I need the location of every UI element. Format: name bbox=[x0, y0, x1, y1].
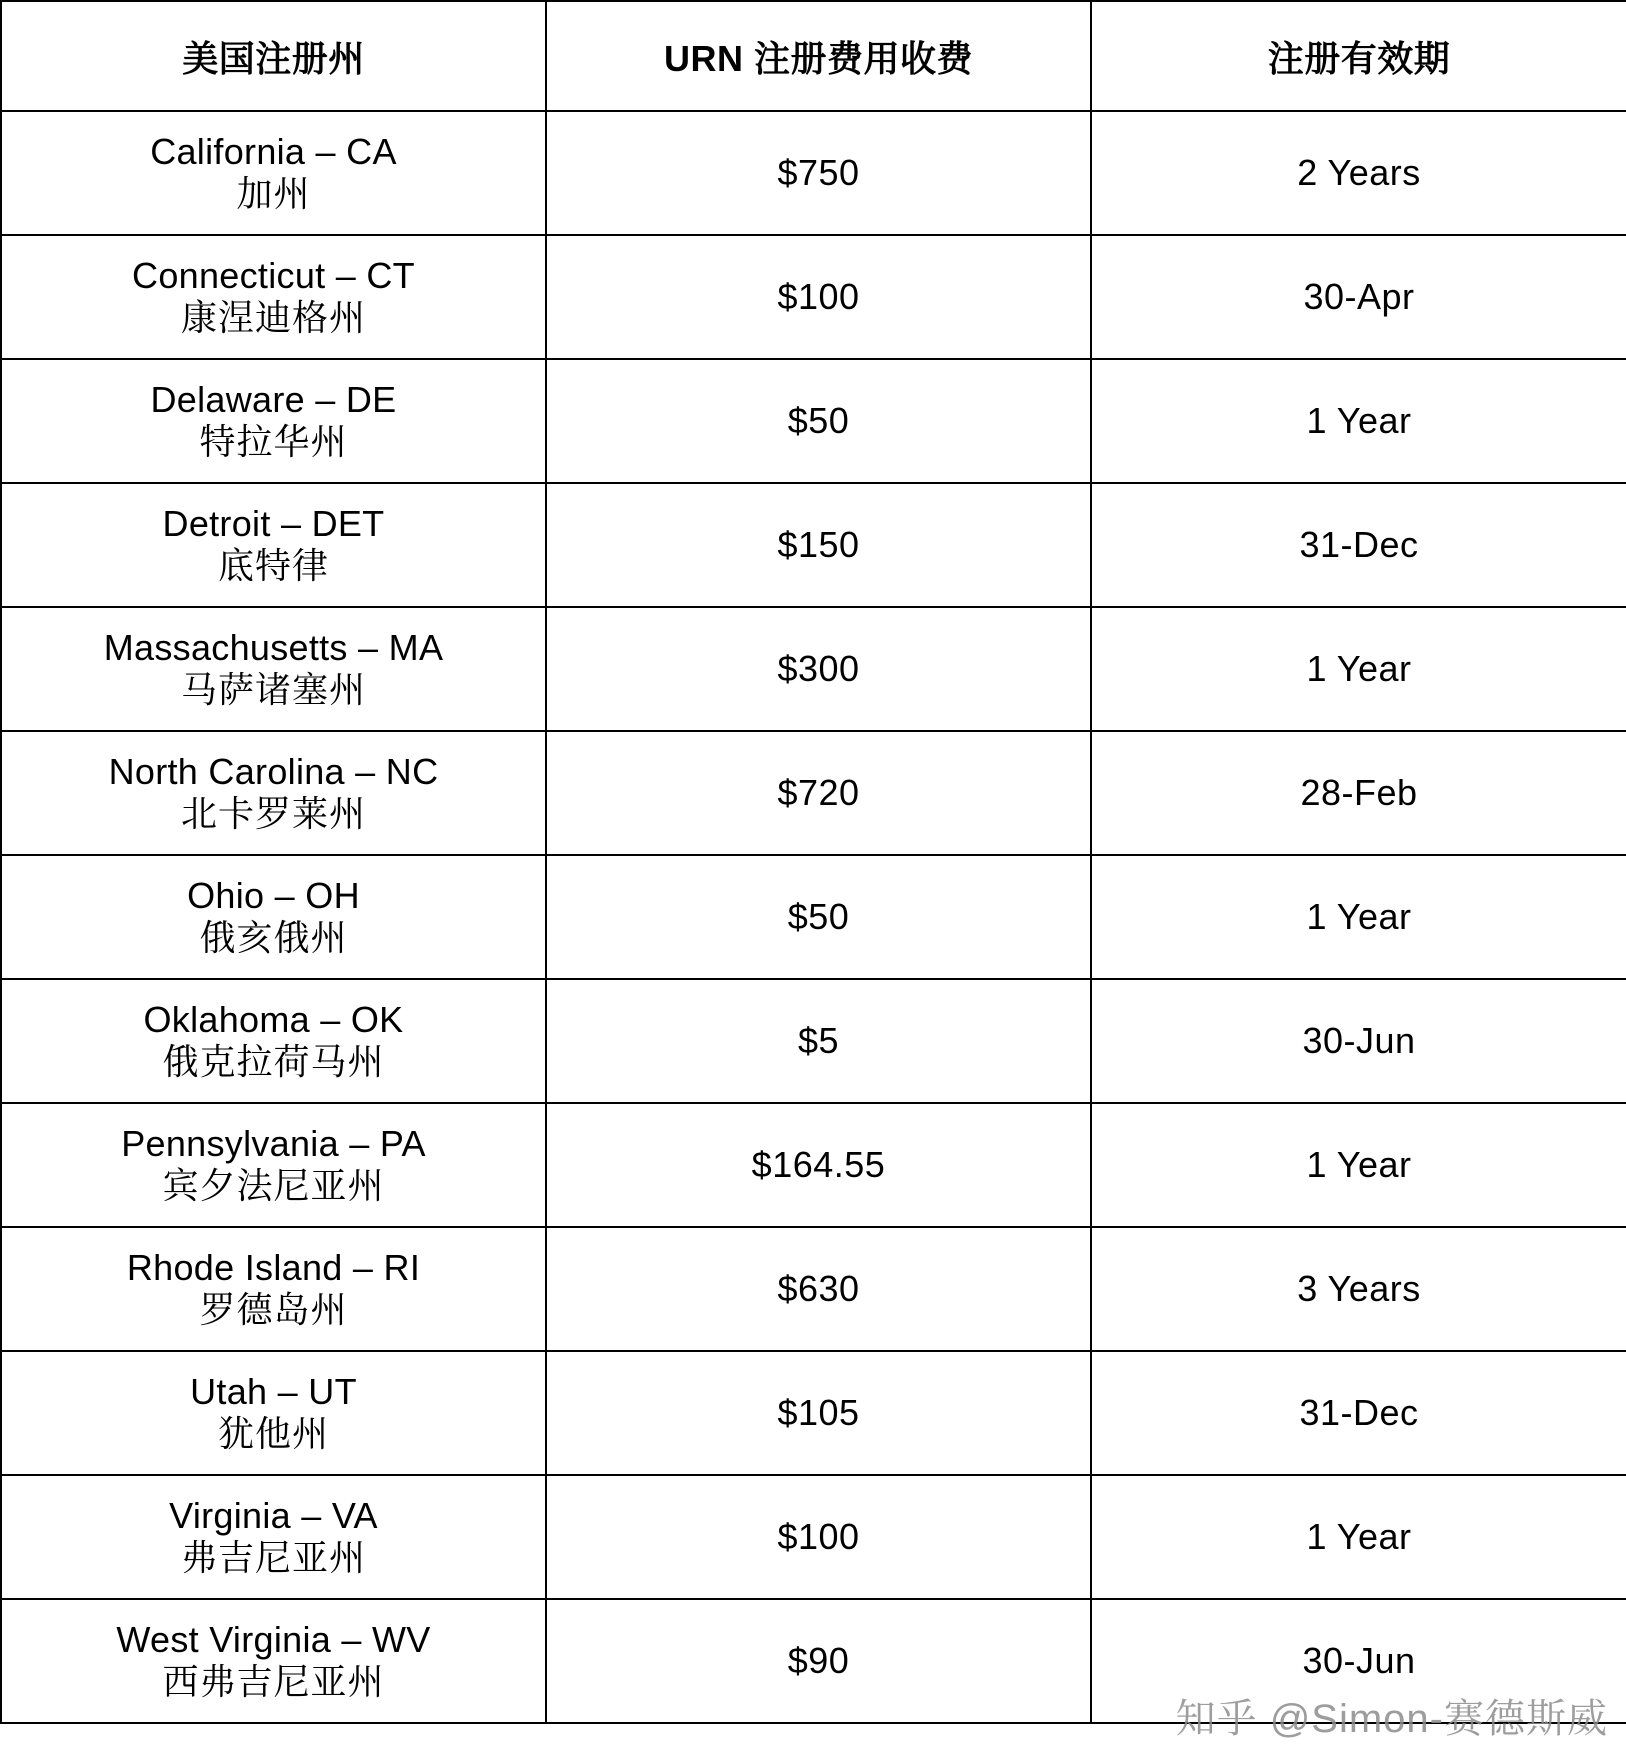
state-name-en: Rhode Island – RI bbox=[126, 1246, 421, 1288]
cell-state bbox=[1, 1227, 546, 1351]
state-name-en: Utah – UT bbox=[190, 1370, 357, 1412]
table-row bbox=[1, 855, 1626, 979]
state-name-zh: 康涅迪格州 bbox=[180, 297, 366, 338]
cell-fee: $100 bbox=[546, 235, 1091, 359]
table-row bbox=[1, 483, 1626, 607]
table-row bbox=[1, 1351, 1626, 1475]
cell-validity: 2 Years bbox=[1091, 111, 1626, 235]
state-name-zh: 俄克拉荷马州 bbox=[162, 1041, 385, 1082]
cell-validity: 1 Year bbox=[1091, 359, 1626, 483]
state-name-en: Oklahoma – OK bbox=[143, 998, 404, 1040]
cell-state bbox=[1, 359, 546, 483]
state-name-zh: 弗吉尼亚州 bbox=[180, 1537, 366, 1578]
cell-fee: $630 bbox=[546, 1227, 1091, 1351]
cell-fee: $105 bbox=[546, 1351, 1091, 1475]
state-name-en: Massachusetts – MA bbox=[103, 626, 444, 668]
state-name-en: Virginia – VA bbox=[169, 1494, 378, 1536]
cell-validity: 30-Apr bbox=[1091, 235, 1626, 359]
cell-validity: 1 Year bbox=[1091, 1475, 1626, 1599]
cell-state bbox=[1, 607, 546, 731]
cell-fee: $100 bbox=[546, 1475, 1091, 1599]
cell-state bbox=[1, 979, 546, 1103]
column-header-state: 美国注册州 bbox=[1, 1, 546, 111]
cell-state bbox=[1, 1103, 546, 1227]
cell-fee: $164.55 bbox=[546, 1103, 1091, 1227]
state-name-en: California – CA bbox=[150, 130, 397, 172]
table-row bbox=[1, 1103, 1626, 1227]
cell-fee: $50 bbox=[546, 359, 1091, 483]
cell-state bbox=[1, 483, 546, 607]
cell-fee: $50 bbox=[546, 855, 1091, 979]
state-name-zh: 宾夕法尼亚州 bbox=[162, 1165, 385, 1206]
column-header-fee: URN 注册费用收费 bbox=[546, 1, 1091, 111]
cell-validity: 28-Feb bbox=[1091, 731, 1626, 855]
cell-validity: 1 Year bbox=[1091, 855, 1626, 979]
cell-state bbox=[1, 1475, 546, 1599]
table-row bbox=[1, 359, 1626, 483]
table-header-row bbox=[1, 1, 1626, 111]
state-name-zh: 西弗吉尼亚州 bbox=[162, 1661, 385, 1702]
table-row bbox=[1, 979, 1626, 1103]
table-row bbox=[1, 1227, 1626, 1351]
cell-fee: $150 bbox=[546, 483, 1091, 607]
table-row bbox=[1, 1475, 1626, 1599]
table-row bbox=[1, 731, 1626, 855]
state-name-en: Connecticut – CT bbox=[132, 254, 415, 296]
state-name-zh: 加州 bbox=[236, 173, 311, 214]
state-name-zh: 罗德岛州 bbox=[199, 1289, 348, 1330]
table-row bbox=[1, 1599, 1626, 1723]
state-name-zh: 犹他州 bbox=[217, 1413, 329, 1454]
cell-state bbox=[1, 111, 546, 235]
cell-fee: $5 bbox=[546, 979, 1091, 1103]
state-name-en: West Virginia – WV bbox=[116, 1618, 431, 1660]
column-header-validity: 注册有效期 bbox=[1091, 1, 1626, 111]
state-name-en: North Carolina – NC bbox=[108, 750, 439, 792]
state-name-zh: 俄亥俄州 bbox=[199, 917, 348, 958]
state-name-zh: 马萨诸塞州 bbox=[180, 669, 366, 710]
cell-state bbox=[1, 731, 546, 855]
table-body bbox=[1, 111, 1626, 1723]
cell-validity: 30-Jun bbox=[1091, 979, 1626, 1103]
state-name-en: Detroit – DET bbox=[162, 502, 385, 544]
cell-state bbox=[1, 1599, 546, 1723]
cell-fee: $720 bbox=[546, 731, 1091, 855]
cell-fee: $90 bbox=[546, 1599, 1091, 1723]
state-name-zh: 特拉华州 bbox=[199, 421, 348, 462]
cell-validity: 1 Year bbox=[1091, 607, 1626, 731]
table-row bbox=[1, 607, 1626, 731]
state-name-en: Delaware – DE bbox=[150, 378, 397, 420]
table-row bbox=[1, 235, 1626, 359]
state-name-en: Pennsylvania – PA bbox=[121, 1122, 426, 1164]
cell-state bbox=[1, 235, 546, 359]
state-name-en: Ohio – OH bbox=[187, 874, 360, 916]
cell-fee: $750 bbox=[546, 111, 1091, 235]
cell-fee: $300 bbox=[546, 607, 1091, 731]
cell-state bbox=[1, 1351, 546, 1475]
cell-validity: 30-Jun bbox=[1091, 1599, 1626, 1723]
state-name-zh: 北卡罗莱州 bbox=[180, 793, 366, 834]
cell-validity: 3 Years bbox=[1091, 1227, 1626, 1351]
cell-validity: 1 Year bbox=[1091, 1103, 1626, 1227]
cell-validity: 31-Dec bbox=[1091, 483, 1626, 607]
cell-state bbox=[1, 855, 546, 979]
state-name-zh: 底特律 bbox=[217, 545, 329, 586]
table-row bbox=[1, 111, 1626, 235]
cell-validity: 31-Dec bbox=[1091, 1351, 1626, 1475]
watermark-text: 知乎 @Simon-赛德斯威 bbox=[1175, 1697, 1608, 1741]
